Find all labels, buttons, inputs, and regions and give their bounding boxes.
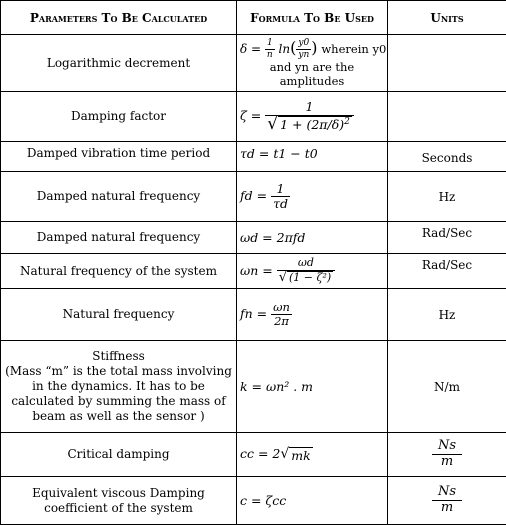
parameter-cell: Equivalent viscous Damping coefficient of the system — [1, 477, 237, 525]
unit-cell: Rad/Sec — [388, 254, 506, 289]
inner-den: yn — [296, 50, 311, 60]
header-units: Units — [388, 1, 506, 35]
row-damped-natural-frequency-hz — [1, 172, 506, 222]
row-damping-factor — [1, 92, 506, 142]
formula-time-period: τd = t1 − t0 — [240, 146, 318, 161]
frac-num: 1 — [271, 182, 290, 197]
formula-fraction — [265, 38, 275, 60]
formula-cell — [237, 92, 388, 142]
formula-critical-damping — [240, 446, 313, 461]
formula-inner-fraction — [296, 38, 311, 60]
row-stiffness — [1, 341, 506, 433]
parameter-cell: Damped vibration time period — [1, 142, 237, 172]
radical-icon: √ — [279, 271, 287, 285]
formula-log-decrement — [240, 38, 384, 60]
formula-lhs: fn = — [240, 306, 267, 321]
parameter-cell: Damped natural frequency — [1, 172, 237, 222]
parameter-cell: Natural frequency of the system — [1, 254, 237, 289]
header-row — [1, 1, 506, 35]
parameter-cell: Critical damping — [1, 433, 237, 477]
unit-cell — [388, 92, 506, 142]
den-part-a: 1 + — [280, 117, 306, 132]
frac-den — [265, 116, 354, 133]
formula-tail-1: wherein y0 — [321, 42, 386, 56]
radical-icon: √ — [280, 447, 289, 463]
den-radicand: (1 − ζ²) — [287, 271, 333, 285]
row-equivalent-viscous-damping — [1, 477, 506, 525]
formula-lhs: δ = — [240, 42, 261, 56]
formula-cell — [237, 254, 388, 289]
row-critical-damping — [1, 433, 506, 477]
den-sup: 2 — [344, 117, 350, 127]
row-damped-time-period — [1, 142, 506, 172]
frac-den: τd — [271, 197, 290, 211]
row-damped-natural-frequency-rad — [1, 222, 506, 254]
row-logarithmic-decrement — [1, 35, 506, 92]
frac-num: ωn — [271, 301, 292, 315]
formula-cell — [237, 142, 388, 172]
paren-open: ( — [290, 38, 296, 57]
frac-num: 1 — [265, 38, 275, 49]
frac-den — [277, 271, 335, 285]
unit-den: m — [432, 455, 462, 470]
formula-tail-3: amplitudes — [240, 74, 384, 88]
frac-den: n — [265, 50, 275, 60]
row-natural-frequency-system — [1, 254, 506, 289]
parameter-cell: Damped natural frequency — [1, 222, 237, 254]
unit-cell: Seconds — [388, 142, 506, 172]
radicand: mk — [289, 447, 312, 463]
formula-fraction — [271, 301, 292, 328]
formula-lhs: ζ = — [240, 108, 261, 123]
parameter-title: Stiffness — [4, 349, 233, 364]
formula-cell — [237, 289, 388, 341]
formula-damping-factor — [240, 108, 354, 123]
header-formula: Formula To Be Used — [237, 1, 388, 35]
frac-num: 1 — [265, 100, 354, 115]
formula-fraction — [271, 182, 290, 212]
formula-omega-d: ωd = 2πfd — [240, 230, 305, 245]
formula-fraction — [265, 100, 354, 132]
unit-fraction — [432, 439, 462, 470]
parameter-cell: Logarithmic decrement — [1, 35, 237, 92]
unit-cell — [388, 35, 506, 92]
inner-num: y0 — [296, 38, 311, 49]
formula-ln: ln — [279, 42, 291, 56]
formula-viscous-damping: c = ζcc — [240, 493, 286, 508]
den-part-b: (2π/δ) — [306, 117, 344, 132]
unit-cell: Rad/Sec — [388, 222, 506, 254]
header-parameters: Parameters To Be Calculated — [1, 1, 237, 35]
paren-close: ) — [311, 38, 317, 57]
unit-cell: N/m — [388, 341, 506, 433]
formula-omega-n — [240, 263, 335, 278]
unit-cell: Hz — [388, 289, 506, 341]
unit-den: m — [432, 501, 462, 516]
formula-cell — [237, 341, 388, 433]
unit-fraction — [432, 485, 462, 516]
formula-cell — [237, 35, 388, 92]
formula-lhs: cc = 2 — [240, 446, 280, 461]
formula-fraction — [277, 257, 335, 284]
formula-cell — [237, 433, 388, 477]
formula-cell — [237, 172, 388, 222]
formula-stiffness: k = ωn² . m — [240, 379, 313, 394]
formula-cell — [237, 477, 388, 525]
parameter-note: (Mass “m” is the total mass involving in the dynamics. It has to be calculated by summing the mass of beam as well as the sensor ) — [4, 364, 233, 424]
unit-cell — [388, 433, 506, 477]
unit-cell: Hz — [388, 172, 506, 222]
formula-lhs: fd = — [240, 188, 267, 203]
formula-fn — [240, 306, 292, 321]
radical-icon: √ — [267, 116, 278, 133]
unit-num: Ns — [432, 485, 462, 501]
parameter-cell — [1, 341, 237, 433]
parameter-cell: Natural frequency — [1, 289, 237, 341]
unit-cell — [388, 477, 506, 525]
formula-cell — [237, 222, 388, 254]
formula-fd — [240, 188, 290, 203]
formula-lhs: ωn = — [240, 263, 273, 278]
frac-den: 2π — [271, 315, 292, 328]
unit-num: Ns — [432, 439, 462, 455]
row-natural-frequency — [1, 289, 506, 341]
parameter-cell: Damping factor — [1, 92, 237, 142]
formula-tail-2: and yn are the — [240, 60, 384, 74]
frac-num: ωd — [277, 257, 335, 271]
